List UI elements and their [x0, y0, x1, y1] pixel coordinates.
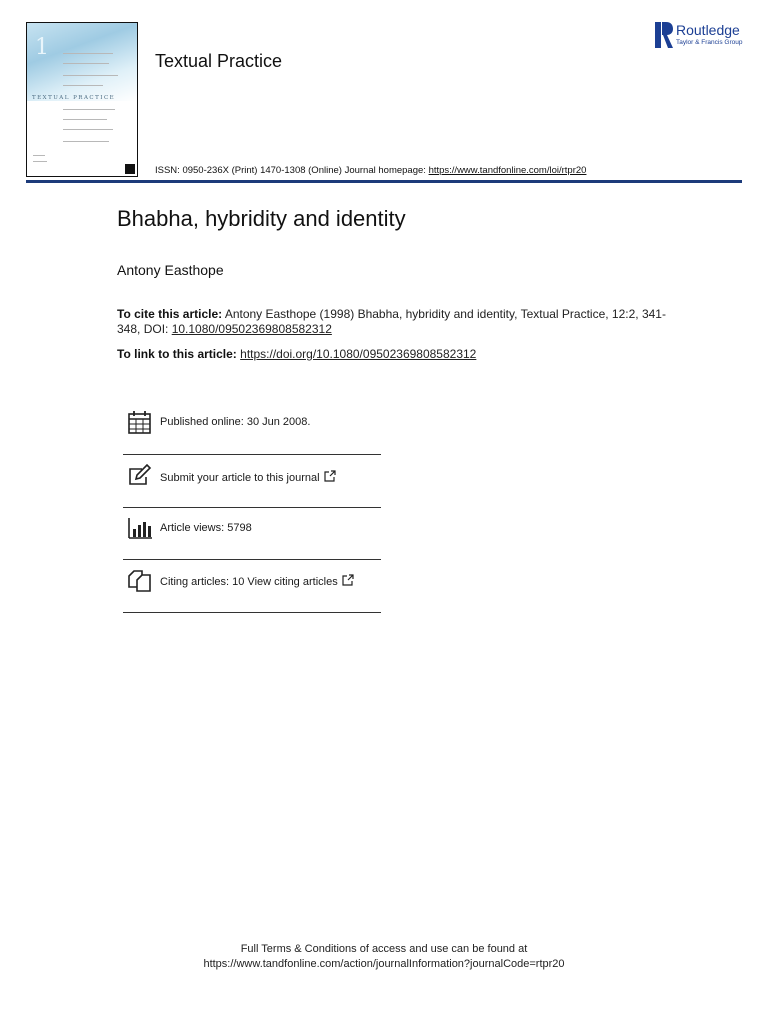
cover-divider — [63, 119, 107, 120]
publisher-subtitle: Taylor & Francis Group — [676, 39, 743, 46]
cover-title: TEXTUAL PRACTICE — [32, 95, 116, 101]
cover-number: 1 — [35, 35, 49, 60]
citation-label: To cite this article: — [117, 307, 223, 321]
external-link-icon — [342, 574, 354, 586]
cover-divider — [63, 63, 109, 64]
published-online-item — [123, 396, 381, 448]
article-views-item — [123, 502, 381, 554]
cover-divider — [63, 75, 118, 76]
citation-text: Antony Easthope (1998) Bhabha, hybridity and identity, Textual Practice, 12:2, 341-348, DOI: — [117, 307, 666, 336]
cover-divider — [33, 155, 45, 156]
submit-article-item[interactable] — [123, 451, 381, 503]
footer-terms-text: Full Terms & Conditions of access and use can be found at — [240, 943, 528, 955]
issn-line — [155, 165, 586, 176]
article-author: Antony Easthope — [117, 262, 224, 278]
cover-divider — [63, 109, 115, 110]
citing-articles-item[interactable] — [123, 555, 381, 607]
publisher-name: Routledge — [676, 22, 740, 38]
journal-homepage-link[interactable]: https://www.tandfonline.com/loi/rtpr20 — [428, 165, 587, 176]
cover-divider — [63, 53, 113, 54]
article-link-block — [117, 347, 476, 361]
bar-chart-icon — [127, 515, 153, 541]
edit-icon — [127, 464, 153, 490]
link-label: To link to this article: — [117, 347, 237, 361]
submit-article-text: Submit your article to this journal — [160, 472, 320, 484]
cover-divider — [33, 161, 47, 162]
external-link-icon — [324, 470, 336, 482]
calendar-icon — [127, 409, 153, 435]
article-doi-link[interactable]: https://doi.org/10.1080/09502369808582312 — [240, 347, 477, 361]
journal-cover-image[interactable] — [26, 22, 138, 177]
journal-title[interactable]: Textual Practice — [155, 51, 283, 71]
article-views-text: Article views: 5798 — [160, 522, 252, 534]
cover-divider — [63, 129, 113, 130]
citation-block — [117, 307, 677, 337]
citing-articles-icon — [127, 568, 153, 594]
cover-divider — [63, 85, 103, 86]
cover-divider — [63, 141, 109, 142]
citing-articles-link[interactable] — [160, 574, 354, 588]
issn-text: ISSN: 0950-236X (Print) 1470-1308 (Online) Journal homepage: — [155, 165, 426, 176]
header-divider — [26, 180, 742, 183]
publisher-logo[interactable] — [654, 21, 750, 51]
footer-terms-link[interactable]: https://www.tandfonline.com/action/journalInformation?journalCode=rtpr20 — [203, 958, 565, 970]
citation-doi-link[interactable]: 10.1080/09502369808582312 — [171, 322, 332, 336]
article-title: Bhabha, hybridity and identity — [117, 206, 406, 231]
cover-corner-mark — [125, 164, 135, 174]
citing-articles-text: Citing articles: 10 View citing articles — [160, 576, 338, 588]
submit-article-link[interactable] — [160, 470, 336, 484]
info-divider — [123, 612, 381, 613]
routledge-logo-icon — [654, 21, 674, 49]
published-online-text: Published online: 30 Jun 2008. — [160, 416, 311, 428]
footer — [0, 942, 768, 972]
